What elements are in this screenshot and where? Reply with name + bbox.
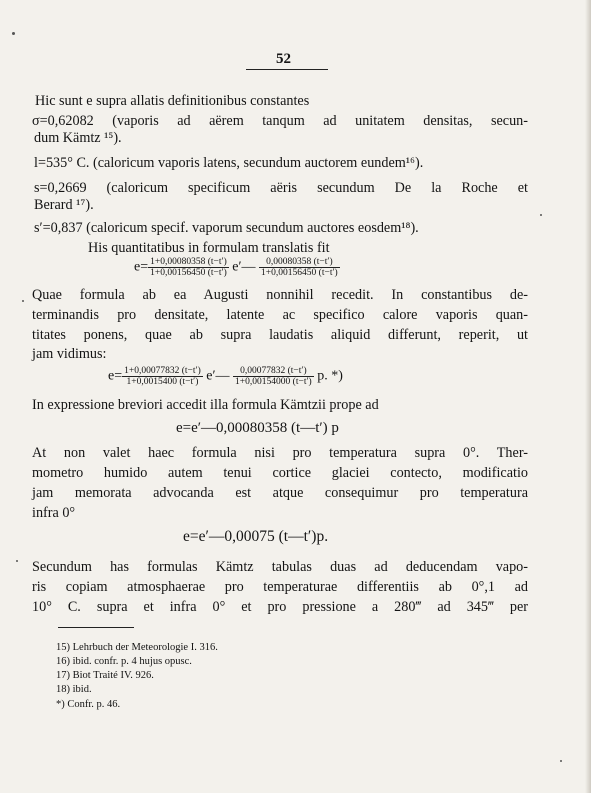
text-line-l2: σ=0,62082 (vaporis ad aërem tanqum ad unitatem densitas, secun- [32, 113, 528, 129]
text-line-l4: l=535° C. (caloricum vaporis latens, secundum auctorem eundem¹⁶). [34, 155, 424, 171]
formula-lhs: e= [108, 368, 123, 384]
scan-speck [22, 300, 24, 302]
text-line-l3: dum Kämtz ¹⁵). [34, 130, 122, 146]
formula-mid: e′— [232, 259, 256, 275]
footnote-f16: 16) ibid. confr. p. 4 hujus opusc. [56, 656, 192, 667]
formula-fraction-1: $\frac{1+0,00080358 (t-t')}{1+0,00156450 (t-t')}$ [150, 257, 227, 278]
text-line-l5: s=0,2669 (caloricum specificum aëris secundum De la Roche et [34, 180, 528, 196]
text-line-l6: Berard ¹⁷). [34, 197, 94, 213]
text-line-l8: His quantitatibus in formulam translatis fit [88, 240, 330, 256]
scan-speck [560, 760, 562, 762]
footnote-f15: 15) Lehrbuch der Meteorologie I. 316. [56, 642, 218, 653]
page-number: 52 [276, 51, 291, 67]
text-line-l12: jam vidimus: [32, 346, 107, 362]
formula-lhs: e= [134, 259, 149, 275]
scan-speck [540, 214, 542, 216]
text-line-l18: Secundum has formulas Kämtz tabulas duas ad deducendam vapo- [32, 559, 528, 575]
formula-mid: e′— [206, 368, 230, 384]
footnote-rule [58, 627, 134, 628]
text-line-l7: s′=0,837 (caloricum specif. vaporum secundum auctores eosdem¹⁸). [34, 220, 419, 236]
formula-fraction-2: $\frac{0,00080358 (t-t')}{1+0,00156450 (t-t')}$ [261, 257, 338, 278]
text-line-l17: infra 0° [32, 505, 76, 521]
text-line-l14: At non valet haec formula nisi pro temperatura supra 0°. Ther- [32, 445, 528, 461]
formula-tail: p. *) [317, 368, 343, 384]
footnote-fst: *) Confr. p. 46. [56, 699, 121, 710]
formula-main [134, 257, 340, 278]
footnote-f18: 18) ibid. [56, 684, 92, 695]
text-line-l13: In expressione breviori accedit illa formula Kämtzii prope ad [32, 397, 379, 413]
formula-kamtz [108, 366, 343, 387]
formula-fraction-2: $\frac{0,00077832 (t-t')}{1+0,00154000 (t-t')}$ [235, 366, 312, 387]
scan-speck [16, 560, 18, 562]
page-edge-shadow [585, 0, 591, 793]
formula-below-zero: e=e′—0,00075 (t—t′)p. [183, 528, 329, 545]
text-line-l11: titates ponens, quae ab supra laudatis aliquid differunt, reperit, ut [32, 327, 528, 343]
scan-speck [12, 32, 15, 35]
formula-fraction-1: $\frac{1+0,00077832 (t-t')}{1+0,0015400 (t-t')}$ [124, 366, 201, 387]
formula-short: e=e′—0,00080358 (t—t′) p [176, 420, 339, 436]
text-line-l20: 10° C. supra et infra 0° et pro pressione a 280‴ ad 345‴ per [32, 599, 528, 615]
text-line-l9: Quae formula ab ea Augusti nonnihil recedit. In constantibus de- [32, 287, 528, 303]
footnote-f17: 17) Biot Traité IV. 926. [56, 670, 154, 681]
text-line-l10: terminandis pro densitate, latente ac specifico calore vaporis quan- [32, 307, 528, 323]
text-line-l15: mometro humido autem tenui cortice glaciei contecto, modificatio [32, 465, 528, 481]
text-line-l19: ris copiam atmosphaerae pro temperaturae differentiis ab 0°,1 ad [32, 579, 528, 595]
page-number-rule [246, 69, 328, 70]
text-line-l16: jam memorata advocanda est atque consequimur pro temperatura [32, 485, 528, 501]
text-line-l1: Hic sunt e supra allatis definitionibus constantes [35, 93, 310, 109]
